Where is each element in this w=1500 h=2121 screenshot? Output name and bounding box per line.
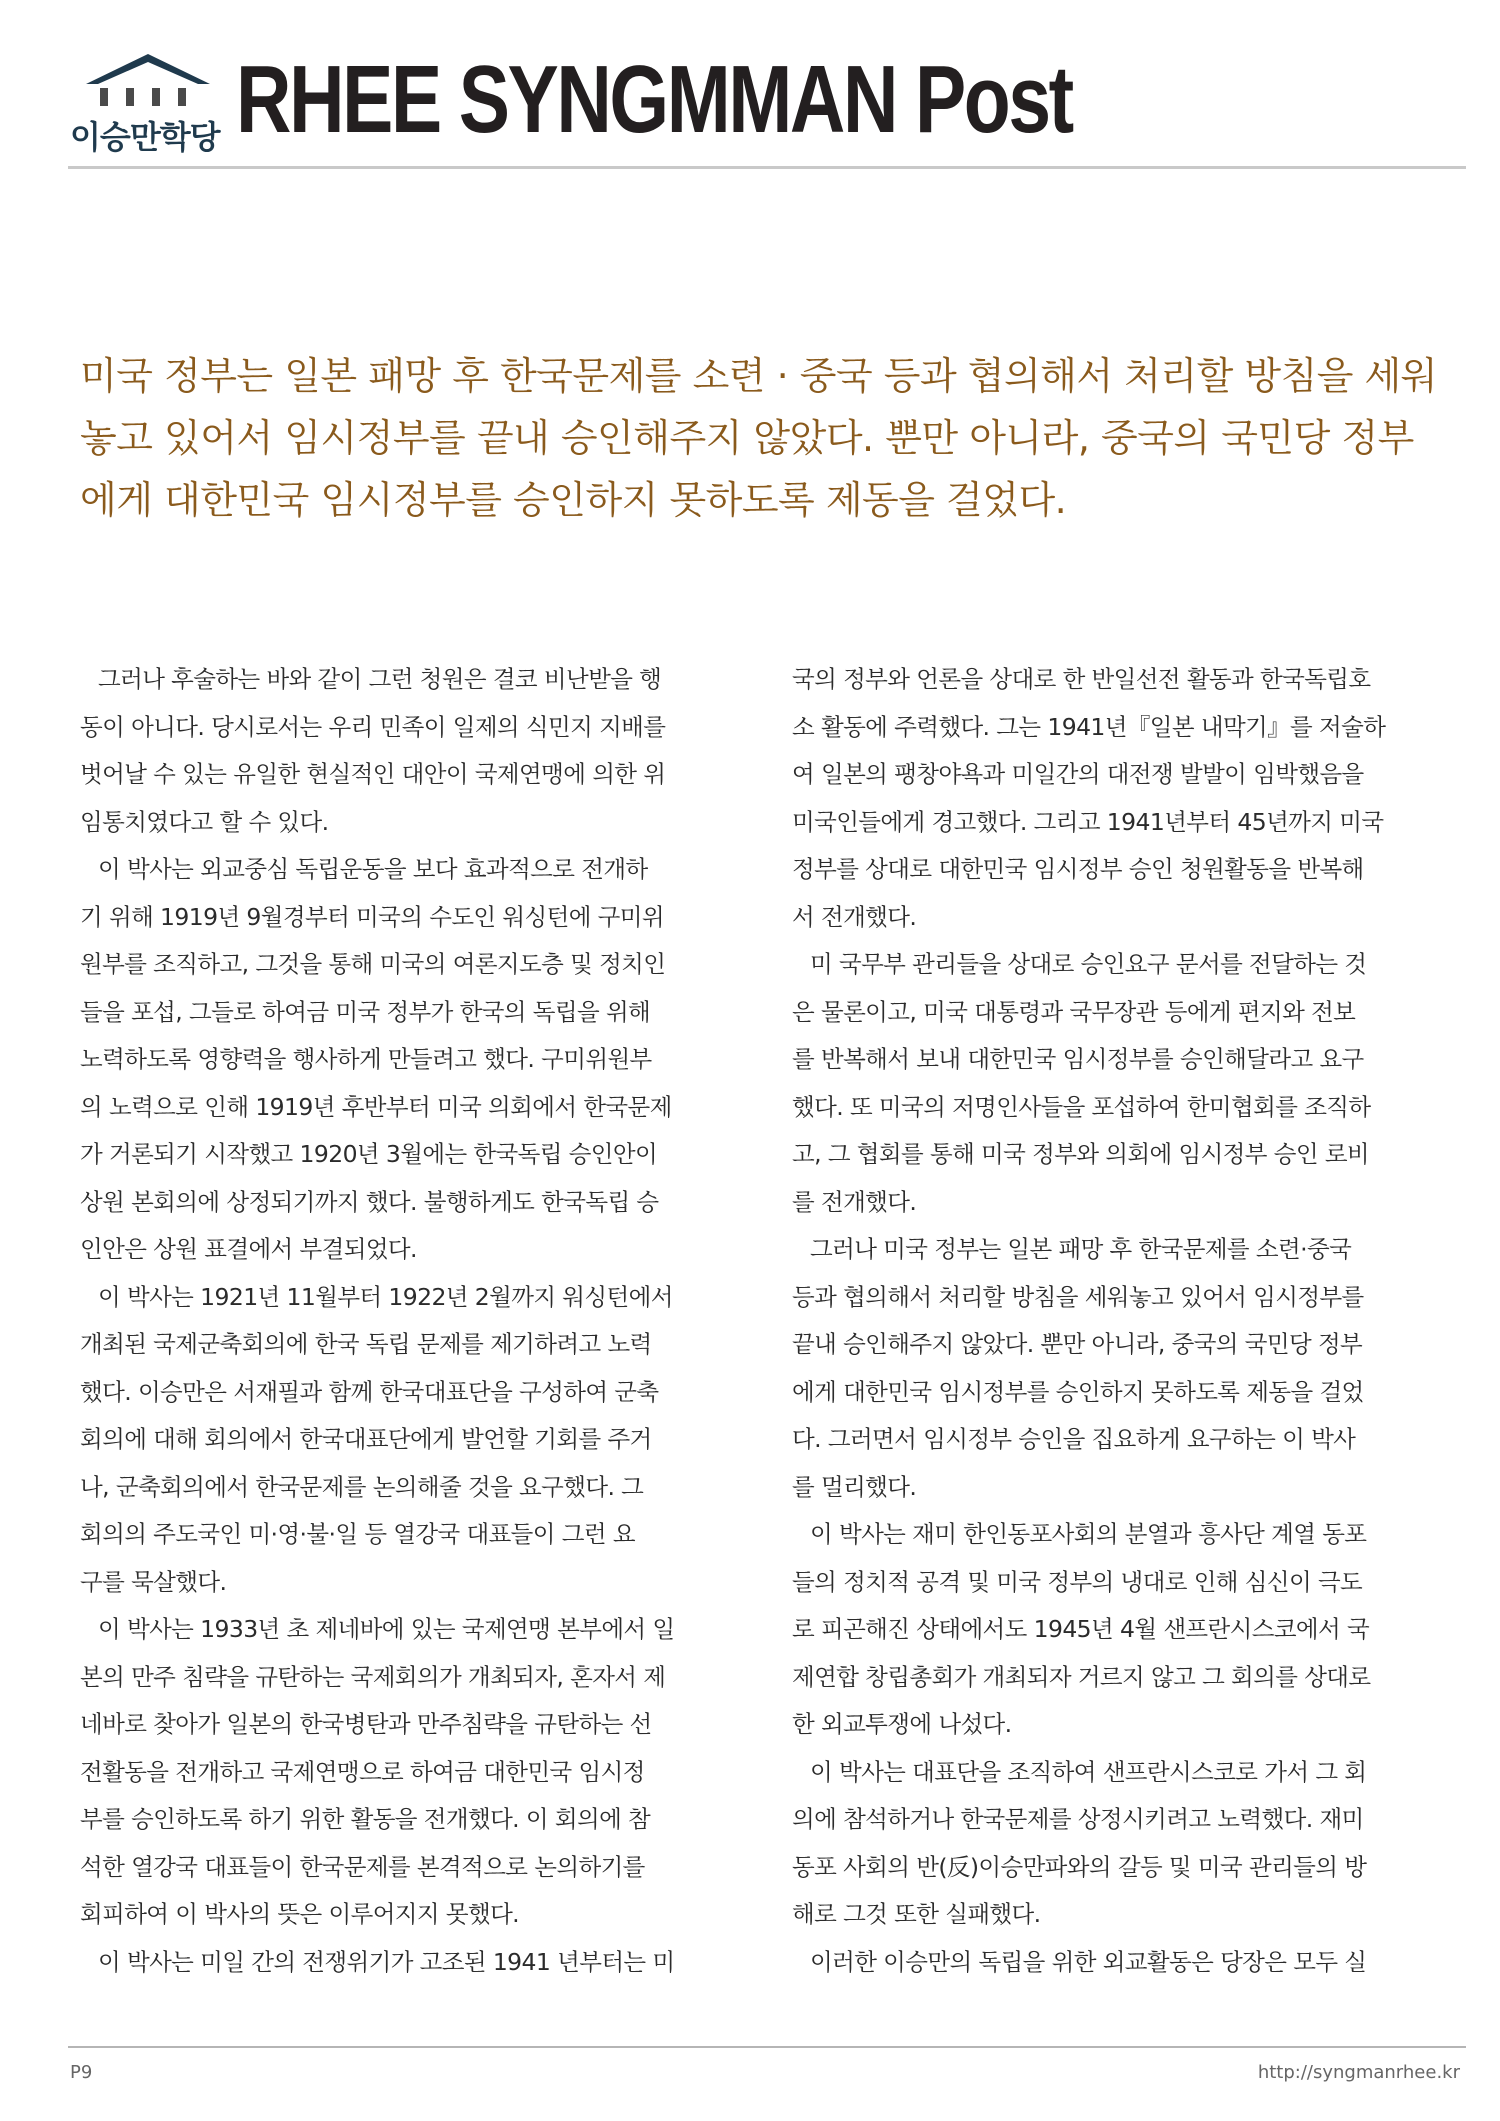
body-text-line: 여 일본의 팽창야욕과 미일간의 대전쟁 발발이 임박했음을 <box>792 760 1364 788</box>
body-text-line: 이 박사는 미일 간의 전쟁위기가 고조된 1941 년부터는 미 <box>98 1947 675 1976</box>
body-text-line: 의에 참석하거나 한국문제를 상정시키려고 노력했다. 재미 <box>792 1805 1364 1833</box>
body-text-line: 의 노력으로 인해 1919년 후반부터 미국 의회에서 한국문제 <box>80 1092 672 1121</box>
body-text-line: 한 외교투쟁에 나섰다. <box>792 1710 1012 1738</box>
logo-text: 이승만학당 <box>70 118 220 156</box>
body-text-line: 로 피곤해진 상태에서도 1945년 4월 샌프란시스코에서 국 <box>792 1615 1370 1643</box>
body-text-line: 에게 대한민국 임시정부를 승인하지 못하도록 제동을 걸었 <box>792 1377 1364 1406</box>
left-column <box>80 656 740 1986</box>
body-text-line: 회의의 주도국인 미·영·불·일 등 열강국 대표들이 그런 요 <box>80 1520 635 1548</box>
body-text-line: 했다. 또 미국의 저명인사들을 포섭하여 한미협회를 조직하 <box>792 1092 1371 1121</box>
body-text-line: 부를 승인하도록 하기 위한 활동을 전개했다. 이 회의에 참 <box>80 1805 651 1833</box>
body-text-line: 나, 군축회의에서 한국문제를 논의해줄 것을 요구했다. 그 <box>80 1472 644 1501</box>
body-text-line: 그러나 후술하는 바와 같이 그런 청원은 결코 비난받을 행 <box>98 665 662 693</box>
site-url: http://syngmanrhee.kr <box>1257 2062 1460 2083</box>
body-text-line: 했다. 이승만은 서재필과 함께 한국대표단을 구성하여 군축 <box>80 1377 659 1406</box>
lead-quote <box>80 345 1450 531</box>
body-text-line: 미 국무부 관리들을 상대로 승인요구 문서를 전달하는 것 <box>810 950 1367 978</box>
body-text-line: 구를 묵살했다. <box>80 1567 227 1596</box>
body-text-line: 가 거론되기 시작했고 1920년 3월에는 한국독립 승인안이 <box>80 1140 658 1168</box>
lead-line: 에게 대한민국 임시정부를 승인하지 못하도록 제동을 걸었다. <box>80 478 1067 522</box>
body-text-line: 이 박사는 재미 한인동포사회의 분열과 흥사단 계열 동포 <box>810 1520 1367 1548</box>
page-number: P9 <box>70 2062 93 2083</box>
body-text-line: 상원 본회의에 상정되기까지 했다. 불행하게도 한국독립 승 <box>80 1187 659 1216</box>
body-text-line: 네바로 찾아가 일본의 한국병탄과 만주침략을 규탄하는 선 <box>80 1710 652 1738</box>
body-text-line: 기 위해 1919년 9월경부터 미국의 수도인 워싱턴에 구미위 <box>80 902 664 931</box>
body-text-line: 이 박사는 대표단을 조직하여 샌프란시스코로 가서 그 회 <box>810 1757 1367 1786</box>
body-text-line: 들을 포섭, 그들로 하여금 미국 정부가 한국의 독립을 위해 <box>80 997 651 1026</box>
body-text-line: 그러나 미국 정부는 일본 패망 후 한국문제를 소련·중국 <box>810 1235 1352 1263</box>
body-text-line: 회피하여 이 박사의 뜻은 이루어지지 못했다. <box>80 1900 520 1928</box>
body-text-line: 개최된 국제군축회의에 한국 독립 문제를 제기하려고 노력 <box>80 1330 652 1358</box>
body-text-line: 제연합 창립총회가 개최되자 거르지 않고 그 회의를 상대로 <box>792 1662 1371 1691</box>
body-text-line: 벗어날 수 있는 유일한 현실적인 대안이 국제연맹에 의한 위 <box>80 760 666 788</box>
right-column <box>792 656 1452 1986</box>
body-text-line: 서 전개했다. <box>792 902 917 931</box>
body-text-line: 이 박사는 1921년 11월부터 1922년 2월까지 워싱턴에서 <box>98 1282 673 1311</box>
body-text-line: 끝내 승인해주지 않았다. 뿐만 아니라, 중국의 국민당 정부 <box>792 1330 1363 1358</box>
lead-line: 미국 정부는 일본 패망 후 한국문제를 소련 · 중국 등과 협의해서 처리할 방침을 세워 <box>80 354 1437 398</box>
lead-line: 놓고 있어서 임시정부를 끝내 승인해주지 않았다. 뿐만 아니라, 중국의 국민당 정부 <box>80 416 1414 460</box>
body-text-line: 고, 그 협회를 통해 미국 정부와 의회에 임시정부 승인 로비 <box>792 1140 1370 1168</box>
body-text-line: 소 활동에 주력했다. 그는 1941년『일본 내막기』를 저술하 <box>792 712 1386 741</box>
body-text-line: 미국인들에게 경고했다. 그리고 1941년부터 45년까지 미국 <box>792 807 1384 836</box>
body-text-line: 해로 그것 또한 실패했다. <box>792 1900 1041 1928</box>
logo <box>68 50 228 160</box>
body-text-line: 원부를 조직하고, 그것을 통해 미국의 여론지도층 및 정치인 <box>80 950 666 978</box>
house-logo-icon <box>68 50 228 114</box>
body-text-line: 은 물론이고, 미국 대통령과 국무장관 등에게 편지와 전보 <box>792 997 1356 1026</box>
footer-rule <box>68 2046 1466 2048</box>
body-text-line: 회의에 대해 회의에서 한국대표단에게 발언할 기회를 주거 <box>80 1425 652 1453</box>
body-text-line: 다. 그러면서 임시정부 승인을 집요하게 요구하는 이 박사 <box>792 1425 1356 1453</box>
body-text-line: 이러한 이승만의 독립을 위한 외교활동은 당장은 모두 실 <box>810 1947 1367 1976</box>
body-text-line: 를 멀리했다. <box>792 1472 917 1501</box>
body-text-line: 동포 사회의 반(反)이승만파와의 갈등 및 미국 관리들의 방 <box>792 1852 1367 1881</box>
body-text-line: 국의 정부와 언론을 상대로 한 반일선전 활동과 한국독립호 <box>792 665 1371 693</box>
body-text-line: 임통치였다고 할 수 있다. <box>80 807 329 836</box>
body-text-line: 정부를 상대로 대한민국 임시정부 승인 청원활동을 반복해 <box>792 855 1364 883</box>
body-text-line: 이 박사는 1933년 초 제네바에 있는 국제연맹 본부에서 일 <box>98 1615 675 1643</box>
body-text-line: 인안은 상원 표결에서 부결되었다. <box>80 1235 417 1263</box>
body-text-line: 전활동을 전개하고 국제연맹으로 하여금 대한민국 임시정 <box>80 1757 645 1786</box>
header-rule <box>68 166 1466 169</box>
body-text-line: 를 전개했다. <box>792 1187 917 1216</box>
body-text-line: 들의 정치적 공격 및 미국 정부의 냉대로 인해 심신이 극도 <box>792 1567 1363 1596</box>
body-text-line: 본의 만주 침략을 규탄하는 국제회의가 개최되자, 혼자서 제 <box>80 1662 666 1691</box>
body-text-line: 석한 열강국 대표들이 한국문제를 본격적으로 논의하기를 <box>80 1852 645 1881</box>
page-header <box>68 46 1466 168</box>
body-text-line: 이 박사는 외교중심 독립운동을 보다 효과적으로 전개하 <box>98 855 648 883</box>
masthead-title: RHEE SYNGMMAN Post <box>236 46 1072 153</box>
body-text-line: 노력하도록 영향력을 행사하게 만들려고 했다. 구미위원부 <box>80 1045 652 1073</box>
body-text-line: 동이 아니다. 당시로서는 우리 민족이 일제의 식민지 지배를 <box>80 712 666 741</box>
body-text-line: 를 반복해서 보내 대한민국 임시정부를 승인해달라고 요구 <box>792 1045 1364 1073</box>
body-text-line: 등과 협의해서 처리할 방침을 세워놓고 있어서 임시정부를 <box>792 1282 1364 1311</box>
